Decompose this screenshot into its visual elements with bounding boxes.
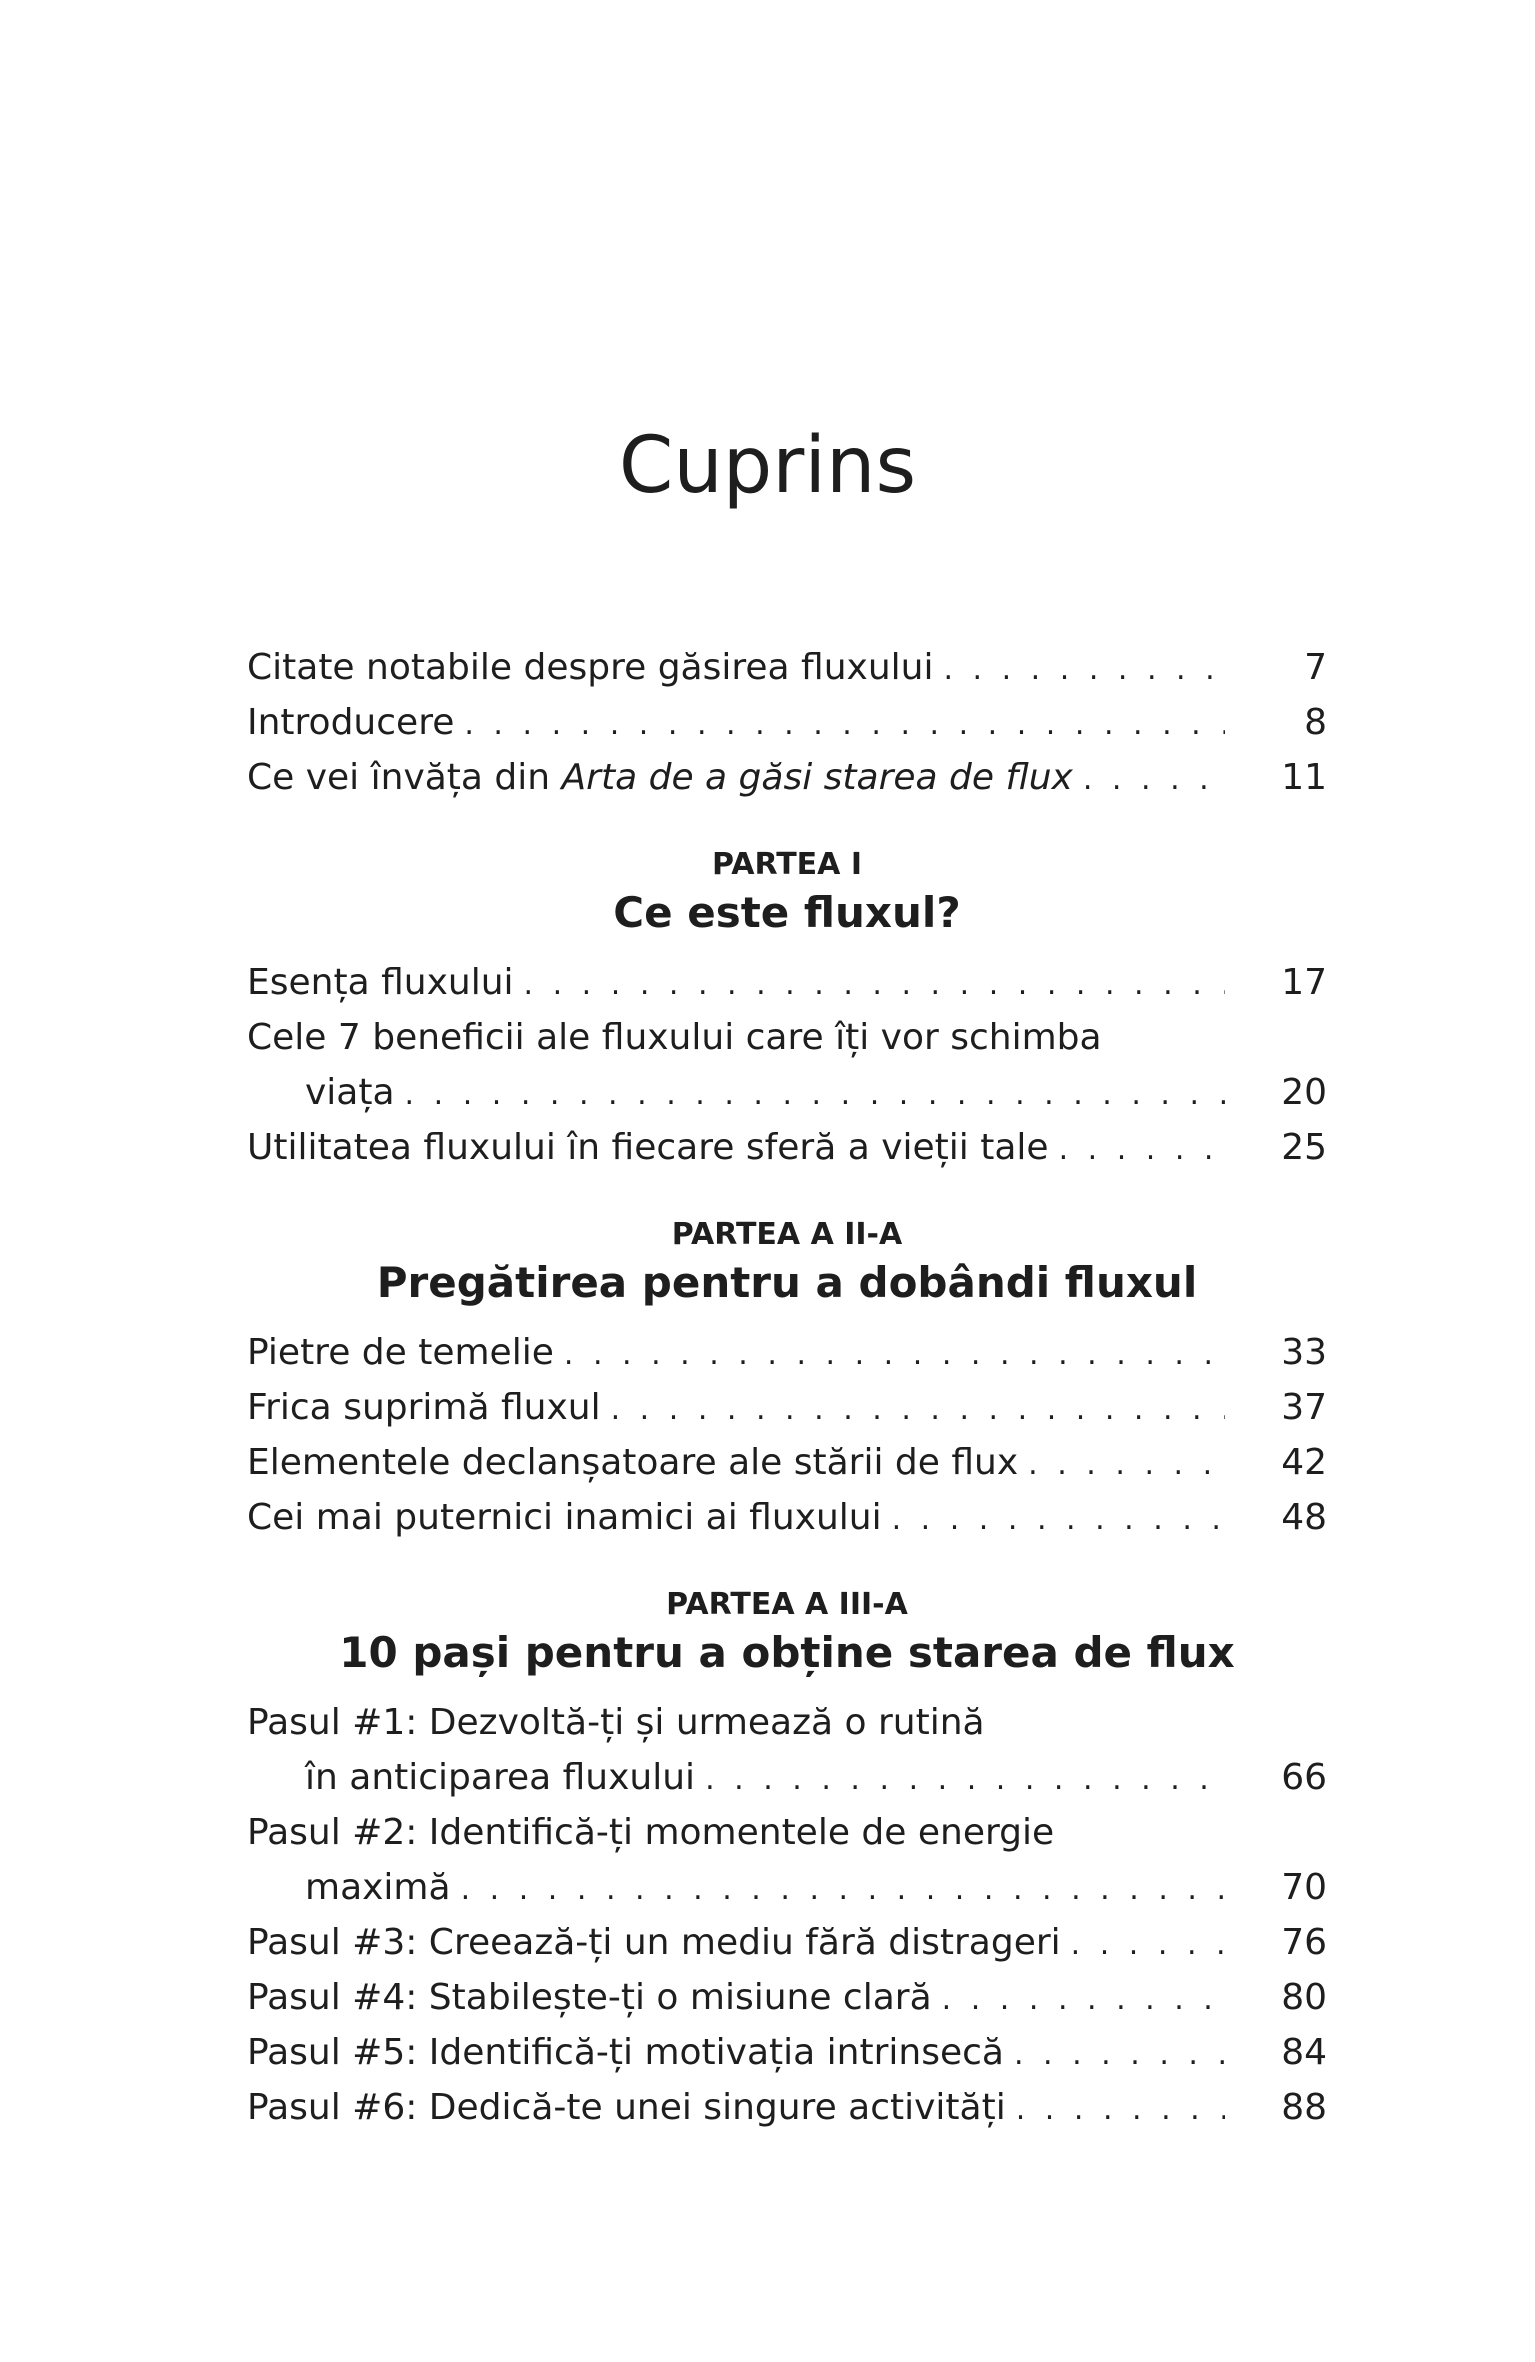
- toc-entry-title-prefix: Ce vei învăța din: [247, 757, 562, 798]
- toc-entry[interactable]: [247, 1695, 1327, 1805]
- toc-entry-continuation: viața: [305, 1072, 395, 1113]
- toc-entry[interactable]: [247, 640, 1327, 695]
- dot-leader: [1028, 1437, 1225, 1492]
- part-section: [247, 1215, 1327, 1545]
- toc-entry-page: 8: [1304, 702, 1327, 743]
- toc-entry[interactable]: [247, 2025, 1327, 2080]
- toc-entry[interactable]: [247, 2080, 1327, 2135]
- toc-entry[interactable]: [247, 1380, 1327, 1435]
- part-label: PARTEA A III-A: [666, 1587, 908, 1622]
- page-title: Cuprins: [618, 421, 917, 512]
- toc-entry-page: 84: [1281, 2032, 1327, 2073]
- toc-entry-page: 70: [1281, 1867, 1327, 1908]
- dot-leader: [1083, 752, 1225, 807]
- toc-entry-page: 80: [1281, 1977, 1327, 2018]
- toc-entry-title: Pasul #2: Identifică-ți momentele de energie: [247, 1812, 1055, 1853]
- toc-entry-page: 37: [1281, 1387, 1327, 1428]
- toc-entry-page: 88: [1281, 2087, 1327, 2128]
- part-title: Pregătirea pentru a dobândi fluxul: [376, 1258, 1198, 1307]
- toc-entry-page: 66: [1281, 1757, 1327, 1798]
- toc-entry-title: [247, 750, 1073, 805]
- toc-entry-page: 20: [1281, 1072, 1327, 1113]
- toc-entry[interactable]: [247, 1120, 1327, 1175]
- dot-leader: [1014, 2027, 1225, 2082]
- toc-entry[interactable]: [247, 1805, 1327, 1915]
- part-section: [247, 1585, 1327, 2135]
- part-title: 10 pași pentru a obține starea de flux: [339, 1628, 1235, 1677]
- toc-entry[interactable]: [247, 955, 1327, 1010]
- toc-entry-title: Esența fluxului: [247, 962, 514, 1003]
- table-of-contents: [247, 640, 1327, 2135]
- toc-entry-page: 48: [1281, 1497, 1327, 1538]
- part-label: PARTEA I: [712, 847, 862, 882]
- toc-entry[interactable]: [247, 1970, 1327, 2025]
- book-title: Arta de a găsi starea de flux: [561, 757, 1073, 798]
- toc-entry-title: Pasul #4: Stabilește-ți o misiune clară: [247, 1977, 932, 2018]
- toc-entry[interactable]: [247, 1435, 1327, 1490]
- dot-leader: [892, 1492, 1225, 1547]
- toc-entry[interactable]: [247, 750, 1327, 805]
- toc-entry-title: Pasul #5: Identifică-ți motivația intrinsecă: [247, 2032, 1004, 2073]
- dot-leader: [705, 1752, 1225, 1807]
- toc-entry-title: Elementele declanșatoare ale stării de flux: [247, 1442, 1019, 1483]
- toc-entry-title: Cele 7 beneficii ale fluxului care îți vor schimba: [247, 1017, 1102, 1058]
- toc-entry-continuation: în anticiparea fluxului: [305, 1757, 696, 1798]
- dot-leader: [461, 1862, 1225, 1917]
- toc-entry-page: 17: [1281, 962, 1327, 1003]
- toc-entry-continuation: maximă: [305, 1867, 451, 1908]
- toc-entry-page: 11: [1281, 757, 1327, 798]
- toc-entry-page: 25: [1281, 1127, 1327, 1168]
- toc-entry-page: 33: [1281, 1332, 1327, 1373]
- dot-leader: [464, 697, 1225, 752]
- toc-entry[interactable]: [247, 1915, 1327, 1970]
- toc-entry[interactable]: [247, 1325, 1327, 1380]
- dot-leader: [524, 957, 1225, 1012]
- dot-leader: [1059, 1122, 1225, 1177]
- toc-entry-page: 42: [1281, 1442, 1327, 1483]
- toc-entry[interactable]: [247, 1010, 1327, 1120]
- toc-entry-title: Utilitatea fluxului în fiecare sferă a vieții tale: [247, 1127, 1049, 1168]
- dot-leader: [1016, 2082, 1225, 2137]
- dot-leader: [611, 1382, 1225, 1437]
- toc-entry-page: 76: [1281, 1922, 1327, 1963]
- dot-leader: [405, 1067, 1225, 1122]
- dot-leader: [943, 642, 1225, 697]
- toc-entry-title: Pasul #3: Creează-ți un mediu fără distrageri: [247, 1922, 1061, 1963]
- part-section: [247, 845, 1327, 1175]
- toc-entry[interactable]: [247, 695, 1327, 750]
- part-title: Ce este fluxul?: [613, 888, 961, 937]
- dot-leader: [1071, 1917, 1225, 1972]
- toc-entry-title: Introducere: [247, 702, 455, 743]
- toc-entry-title: Cei mai puternici inamici ai fluxului: [247, 1497, 882, 1538]
- toc-entry-title: Pasul #6: Dedică-te unei singure activități: [247, 2087, 1006, 2128]
- toc-entry-title: Pasul #1: Dezvoltă-ți și urmează o rutină: [247, 1702, 985, 1743]
- dot-leader: [942, 1972, 1225, 2027]
- toc-entry[interactable]: [247, 1490, 1327, 1545]
- toc-entry-title: Citate notabile despre găsirea fluxului: [247, 647, 934, 688]
- toc-entry-title: Pietre de temelie: [247, 1332, 554, 1373]
- part-label: PARTEA A II-A: [671, 1217, 903, 1252]
- dot-leader: [564, 1327, 1225, 1382]
- toc-entry-title: Frica suprimă fluxul: [247, 1387, 601, 1428]
- toc-entry-page: 7: [1304, 647, 1327, 688]
